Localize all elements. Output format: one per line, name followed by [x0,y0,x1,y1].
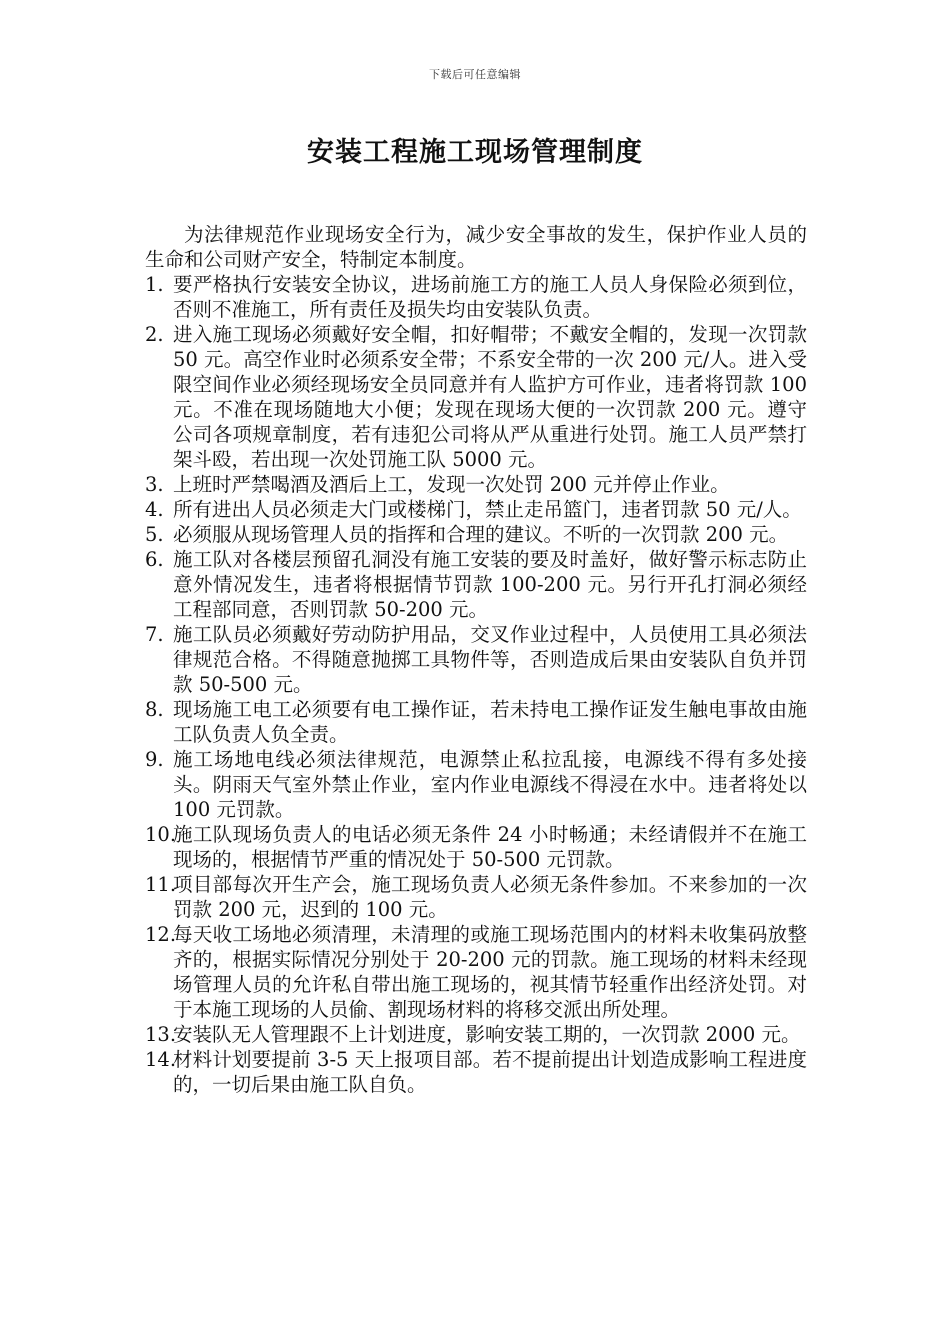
rule-item [145,747,807,822]
rule-text: 进入施工现场必须戴好安全帽，扣好帽带；不戴安全帽的，发现一次罚款 50 元。高空作业时必须系安全带；不系安全带的一次 200 元/人。进入受限空间作业必须经现场安全员同意并有人监护方可作业，违者将罚款 100 元。不准在现场随地大小便；发现在现场大便的一次罚款 200 元。遵守公司各项规章制度，若有违犯公司将从严从重进行处罚。施工人员严禁打架斗殴，若出现一次处罚施工队 5000 元。 [173,323,807,471]
rule-item [145,697,807,747]
rule-number: 4. [145,498,164,521]
rule-number: 1. [145,273,164,296]
rule-item [145,522,807,547]
rule-number: 3. [145,473,164,496]
rule-item [145,497,807,522]
rule-item [145,322,807,472]
rule-text: 项目部每次开生产会，施工现场负责人必须无条件参加。不来参加的一次罚款 200 元，迟到的 100 元。 [173,873,807,921]
rule-text: 材料计划要提前 3-5 天上报项目部。若不提前提出计划造成影响工程进度的，一切后果由施工队自负。 [173,1048,807,1096]
rule-item [145,472,807,497]
rule-number: 8. [145,698,164,721]
header-note: 下载后可任意编辑 [429,68,521,81]
rule-number: 5. [145,523,164,546]
rule-number: 2. [145,323,164,346]
rule-number: 13. [145,1023,177,1046]
document-body [145,222,807,1097]
rule-text: 施工队员必须戴好劳动防护用品，交叉作业过程中，人员使用工具必须法律规范合格。不得随意抛掷工具物件等，否则造成后果由安装队自负并罚款 50-500 元。 [173,623,807,696]
rule-item [145,1047,807,1097]
intro-paragraph: 为法律规范作业现场安全行为，减少安全事故的发生，保护作业人员的生命和公司财产安全，特制定本制度。 [145,223,807,271]
rule-number: 14. [145,1048,177,1071]
rule-text: 每天收工场地必须清理，未清理的或施工现场范围内的材料未收集码放整齐的，根据实际情况分别处于 20-200 元的罚款。施工现场的材料未经现场管理人员的允许私自带出施工现场的，视其情节轻重作出经济处罚。对于本施工现场的人员偷、割现场材料的将移交派出所处理。 [173,923,807,1021]
rule-text: 要严格执行安装安全协议，进场前施工方的施工人员人身保险必须到位，否则不准施工，所有责任及损失均由安装队负责。 [173,273,807,321]
rule-text: 施工队现场负责人的电话必须无条件 24 小时畅通；未经请假并不在施工现场的，根据情节严重的情况处于 50-500 元罚款。 [173,823,807,871]
rule-number: 7. [145,623,164,646]
rule-item [145,922,807,1022]
rule-number: 9. [145,748,164,771]
rule-number: 10. [145,823,177,846]
rule-text: 上班时严禁喝酒及酒后上工，发现一次处罚 200 元并停止作业。 [173,473,730,496]
rule-item [145,272,807,322]
rule-text: 现场施工电工必须要有电工操作证，若未持电工操作证发生触电事故由施工队负责人负全责。 [173,698,807,746]
rule-text: 安装队无人管理跟不上计划进度，影响安装工期的，一次罚款 2000 元。 [173,1023,801,1046]
rule-text: 施工场地电线必须法律规范，电源禁止私拉乱接，电源线不得有多处接头。阴雨天气室外禁止作业，室内作业电源线不得浸在水中。违者将处以 100 元罚款。 [173,748,807,821]
rule-text: 所有进出人员必须走大门或楼梯门，禁止走吊篮门，违者罚款 50 元/人。 [173,498,802,521]
rule-number: 11. [145,873,177,896]
rule-item [145,822,807,872]
rule-number: 6. [145,548,164,571]
rule-item [145,547,807,622]
rules-list [145,272,807,1097]
rule-text: 施工队对各楼层预留孔洞没有施工安装的要及时盖好，做好警示标志防止意外情况发生，违者将根据情节罚款 100-200 元。另行开孔打洞必须经工程部同意，否则罚款 50-200 元。 [173,548,807,621]
rule-number: 12. [145,923,177,946]
document-title: 安装工程施工现场管理制度 [307,137,643,168]
rule-item [145,1022,807,1047]
rule-item [145,872,807,922]
rule-item [145,622,807,697]
rule-text: 必须服从现场管理人员的指挥和合理的建议。不听的一次罚款 200 元。 [173,523,789,546]
